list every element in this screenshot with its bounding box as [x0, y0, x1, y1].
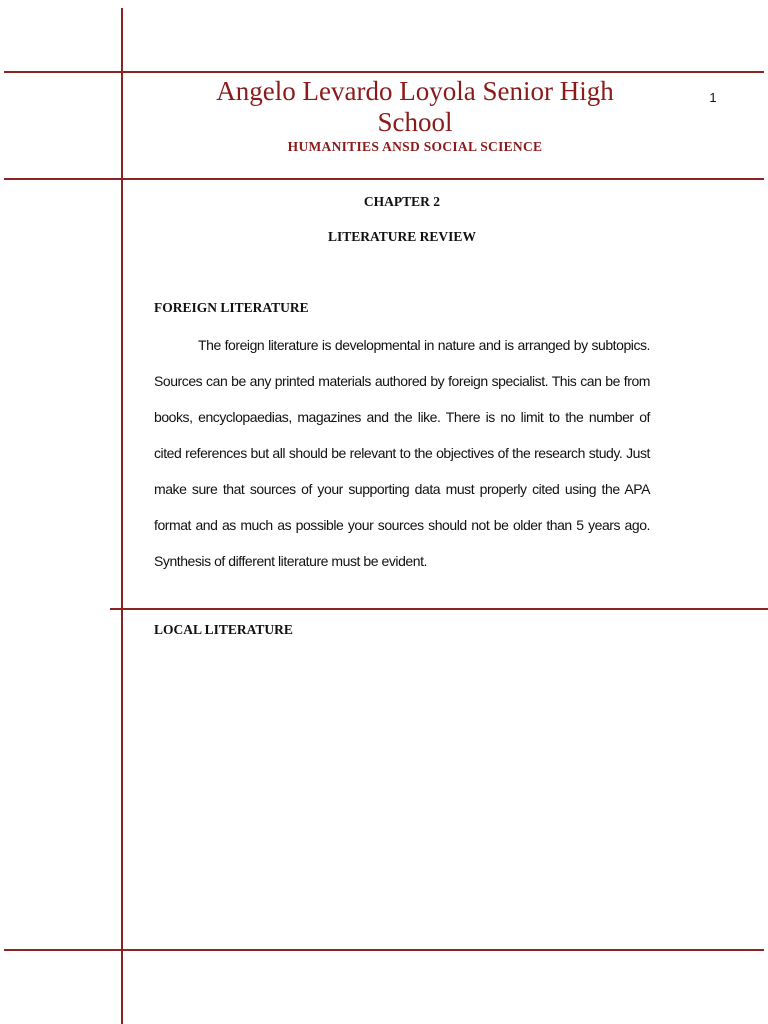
page-number: 1	[709, 90, 717, 105]
section-divider-rule	[110, 608, 768, 610]
foreign-literature-paragraph: The foreign literature is developmental in nature and is arranged by subtopics. Sources can be any printed materials authored by foreign specialist. This can be from books, encyclopaedias, magazines and the like. There is no limit to the number of cited references but all should be relevant to the objectives of the research study. Just make sure that sources of your supporting data must properly cited using the APA format and as much as possible your sources should not be older than 5 years ago. Synthesis of different literature must be evident.	[154, 337, 650, 569]
school-name: Angelo Levardo Loyola Senior High School	[216, 76, 614, 137]
foreign-literature-heading: FOREIGN LITERATURE	[154, 300, 309, 315]
chapter-label: CHAPTER 2	[363, 194, 441, 209]
footer-rule	[4, 949, 764, 951]
strand-title: HUMANITIES ANSD SOCIAL SCIENCE	[287, 139, 543, 154]
chapter-title: LITERATURE REVIEW	[328, 229, 476, 244]
header-top-rule	[4, 71, 764, 73]
header-bottom-rule	[4, 178, 764, 180]
left-margin-rule	[121, 8, 123, 1024]
local-literature-heading: LOCAL LITERATURE	[154, 622, 293, 637]
